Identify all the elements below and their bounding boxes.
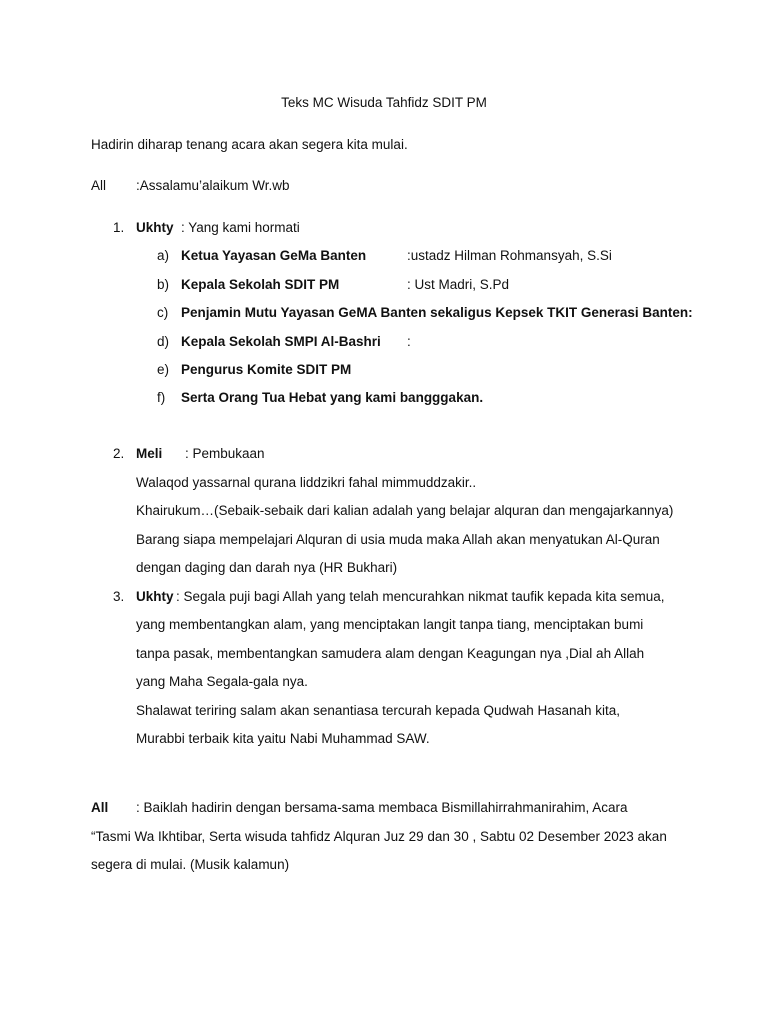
section-3-speaker: Ukhty <box>136 589 174 604</box>
list-item-name: Kepala Sekolah SMPI Al-Bashri <box>181 334 381 349</box>
paragraph-line: Khairukum…(Sebaik-sebaik dari kalian adalah yang belajar alquran dan mengajarkannya) <box>136 503 674 518</box>
paragraph-line: tanpa pasak, membentangkan samudera alam dengan Keagungan nya ,Dial ah Allah <box>136 646 645 661</box>
list-item-letter: b) <box>157 277 170 292</box>
all-closing-speaker: All <box>91 800 109 815</box>
list-item-name: Penjamin Mutu Yayasan GeMA Banten sekaligus Kepsek TKIT Generasi Banten: <box>181 305 693 320</box>
all-closing-text: : Baiklah hadirin dengan bersama-sama membaca Bismillahirrahmanirahim, Acara <box>136 800 628 815</box>
list-item-value: : <box>407 334 411 349</box>
document-title: Teks MC Wisuda Tahfidz SDIT PM <box>281 95 487 110</box>
paragraph-line: Barang siapa mempelajari Alquran di usia muda maka Allah akan menyatukan Al-Quran <box>136 532 660 547</box>
list-item-name: Pengurus Komite SDIT PM <box>181 362 352 377</box>
list-item-name: Serta Orang Tua Hebat yang kami bangggakan. <box>181 390 484 405</box>
paragraph-line: yang Maha Segala-gala nya. <box>136 674 308 689</box>
section-3-text: : Segala puji bagi Allah yang telah mencurahkan nikmat taufik kepada kita semua, <box>176 589 665 604</box>
paragraph-line: Murabbi terbaik kita yaitu Nabi Muhammad SAW. <box>136 731 430 746</box>
paragraph-line: Shalawat teriring salam akan senantiasa tercurah kepada Qudwah Hasanah kita, <box>136 703 621 718</box>
list-item-letter: e) <box>157 362 170 377</box>
list-item-letter: f) <box>157 390 166 405</box>
section-1-text: : Yang kami hormati <box>181 220 300 235</box>
all-speaker-label: All <box>91 178 107 193</box>
section-2-text: : Pembukaan <box>185 446 265 461</box>
paragraph-line: segera di mulai. (Musik kalamun) <box>91 857 290 872</box>
list-item-name: Kepala Sekolah SDIT PM <box>181 277 340 292</box>
section-1-speaker: Ukhty <box>136 220 174 235</box>
section-1-number: 1. <box>113 220 125 235</box>
list-item-letter: d) <box>157 334 170 349</box>
section-2-speaker: Meli <box>136 446 163 461</box>
intro-text: Hadirin diharap tenang acara akan segera kita mulai. <box>91 137 408 152</box>
paragraph-line: dengan daging dan darah nya (HR Bukhari) <box>136 560 398 575</box>
list-item-value: : Ust Madri, S.Pd <box>407 277 510 292</box>
paragraph-line: yang membentangkan alam, yang menciptakan langit tanpa tiang, menciptakan bumi <box>136 617 644 632</box>
list-item-value: :ustadz Hilman Rohmansyah, S.Si <box>407 248 612 263</box>
paragraph-line: “Tasmi Wa Ikhtibar, Serta wisuda tahfidz Alquran Juz 29 dan 30 , Sabtu 02 Desember 2023 akan <box>91 829 667 844</box>
list-item-name: Ketua Yayasan GeMa Banten <box>181 248 367 263</box>
section-2-number: 2. <box>113 446 125 461</box>
paragraph-line: Walaqod yassarnal qurana liddzikri fahal mimmuddzakir.. <box>136 475 477 490</box>
list-item-letter: c) <box>157 305 169 320</box>
all-greeting-text: :Assalamu’alaikum Wr.wb <box>136 178 290 193</box>
list-item-letter: a) <box>157 248 170 263</box>
section-3-number: 3. <box>113 589 125 604</box>
